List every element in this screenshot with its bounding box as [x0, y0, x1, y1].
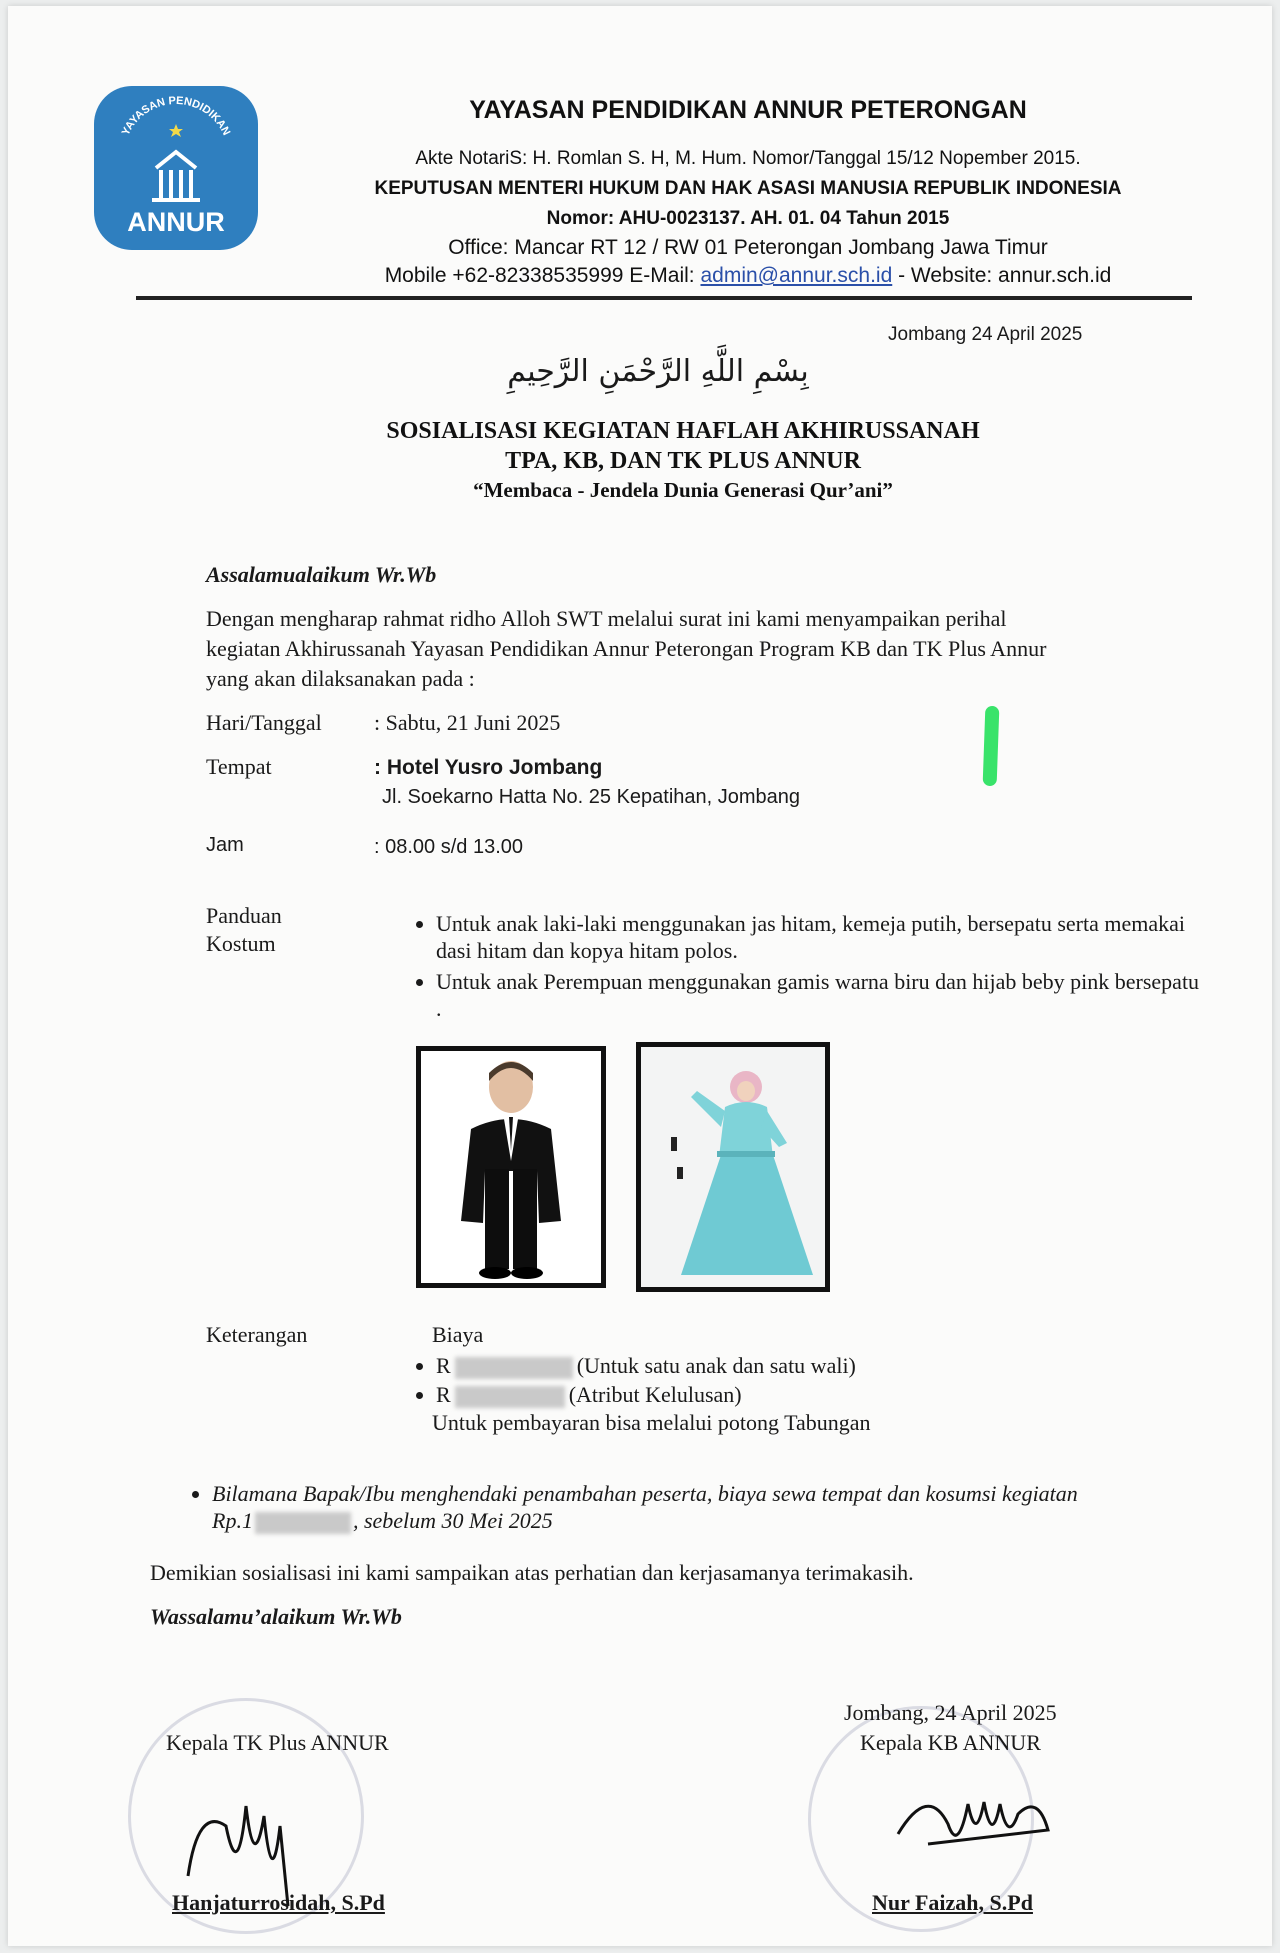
hari-label: Hari/Tanggal — [206, 710, 322, 735]
contact-line — [308, 264, 1188, 288]
right-signer-name: Nur Faizah, S.Pd — [872, 1890, 1033, 1915]
redacted-amount — [455, 1386, 565, 1408]
girl-costume-photo — [636, 1042, 830, 1292]
office-line: Office: Mancar RT 12 / RW 01 Peterongan Jombang Jawa Timur — [448, 236, 1048, 259]
closing-text: Demikian sosialisasi ini kami sampaikan atas perhatian dan kerjasamanya terimakasih. — [150, 1560, 914, 1585]
right-signature — [888, 1774, 1058, 1874]
intro-paragraph — [206, 604, 1206, 694]
note-line-2-prefix: Rp.1 — [212, 1508, 253, 1533]
payment-note: Untuk pembayaran bisa melalui potong Tabungan — [432, 1410, 871, 1435]
kostum-label — [206, 902, 282, 958]
redacted-amount — [455, 1357, 573, 1379]
logo-text: ANNUR — [127, 207, 225, 237]
biaya-item-2-desc: (Atribut Kelulusan) — [568, 1382, 742, 1407]
letter-paper — [8, 6, 1272, 1946]
note-line-2-suffix: , sebelum 30 Mei 2025 — [352, 1508, 553, 1533]
intro-line: yang akan dilaksanakan pada : — [206, 666, 475, 691]
intro-line: kegiatan Akhirussanah Yayasan Pendidikan Annur Peterongan Program KB dan TK Plus Annur — [206, 636, 1047, 661]
letterhead-divider — [136, 296, 1192, 300]
kostum-item-girls: • Untuk anak Perempuan menggunakan gamis warna biru dan hijab beby pink bersepatu . — [436, 968, 1206, 1022]
title-line-2: TPA, KB, DAN TK PLUS ANNUR — [505, 448, 861, 474]
biaya-label: Biaya — [432, 1322, 484, 1347]
kostum-label-line: Kostum — [206, 931, 276, 956]
greeting: Assalamualaikum Wr.Wb — [206, 562, 437, 587]
biaya-item-1-desc: (Untuk satu anak dan satu wali) — [576, 1353, 856, 1378]
title-line-1: SOSIALISASI KEGIATAN HAFLAH AKHIRUSSANAH — [386, 418, 980, 444]
akte-line: Akte NotariS: H. Romlan S. H, M. Hum. Nomor/Tanggal 15/12 Nopember 2015. — [415, 148, 1081, 169]
biaya-item-2 — [436, 1381, 1206, 1408]
title-tagline: “Membaca - Jendela Dunia Generasi Qur’ani” — [473, 478, 893, 502]
redacted-amount — [255, 1512, 351, 1534]
tempat-address: Jl. Soekarno Hatta No. 25 Kepatihan, Jombang — [382, 786, 801, 808]
keterangan-label: Keterangan — [206, 1322, 308, 1347]
left-signer-name: Hanjaturrosidah, S.Pd — [172, 1890, 385, 1915]
note-line-2 — [212, 1507, 1228, 1534]
biaya-item-1-prefix: R — [436, 1353, 451, 1378]
farewell: Wassalamu’alaikum Wr.Wb — [150, 1604, 402, 1629]
note-line-1: • Bilamana Bapak/Ibu menghendaki penambahan peserta, biaya sewa tempat dan kosumsi kegiatan — [212, 1481, 1078, 1506]
kostum-item-boys: • Untuk anak laki-laki menggunakan jas hitam, kemeja putih, bersepatu serta memakai dasi hitam dan kopya hitam polos. — [436, 910, 1206, 964]
letter-date: Jombang 24 April 2025 — [888, 324, 1083, 345]
bismillah-calligraphy: بِسْمِ اللَّهِ الرَّحْمَنِ الرَّحِيمِ — [507, 354, 809, 389]
additional-participant-note — [188, 1480, 1228, 1534]
kostum-label-line: Panduan — [206, 903, 282, 928]
boy-costume-photo — [416, 1046, 606, 1288]
keputusan-line: KEPUTUSAN MENTERI HUKUM DAN HAK ASASI MANUSIA REPUBLIK INDONESIA — [374, 178, 1122, 199]
email-link[interactable]: admin@annur.sch.id — [700, 264, 893, 287]
logo-arc-text: YAYASAN PENDIDIKAN — [119, 94, 233, 138]
right-signer-title: Kepala KB ANNUR — [860, 1730, 1041, 1755]
annur-logo — [94, 86, 258, 250]
biaya-item-1 — [436, 1352, 1206, 1379]
tempat-label: Tempat — [206, 754, 272, 779]
note-item — [212, 1480, 1228, 1534]
biaya-list — [406, 1352, 1206, 1408]
jam-value: : 08.00 s/d 13.00 — [374, 836, 524, 858]
left-signer-title: Kepala TK Plus ANNUR — [166, 1730, 389, 1755]
right-signer-date: Jombang, 24 April 2025 — [844, 1700, 1057, 1725]
org-name: YAYASAN PENDIDIKAN ANNUR PETERONGAN — [469, 96, 1027, 124]
hari-value: : Sabtu, 21 Juni 2025 — [374, 710, 561, 735]
tempat-value: : Hotel Yusro Jombang — [374, 756, 603, 779]
jam-label: Jam — [206, 834, 244, 856]
nomor-line: Nomor: AHU-0023137. AH. 01. 04 Tahun 2015 — [546, 208, 950, 229]
kostum-list — [406, 910, 1206, 1022]
highlighter-mark — [983, 706, 1000, 786]
contact-prefix: Mobile +62-82338535999 E-Mail: — [384, 264, 701, 287]
contact-suffix: - Website: annur.sch.id — [892, 264, 1112, 287]
biaya-item-2-prefix: R — [436, 1382, 451, 1407]
intro-line: Dengan mengharap rahmat ridho Alloh SWT melalui surat ini kami menyampaikan perihal — [206, 606, 1007, 631]
